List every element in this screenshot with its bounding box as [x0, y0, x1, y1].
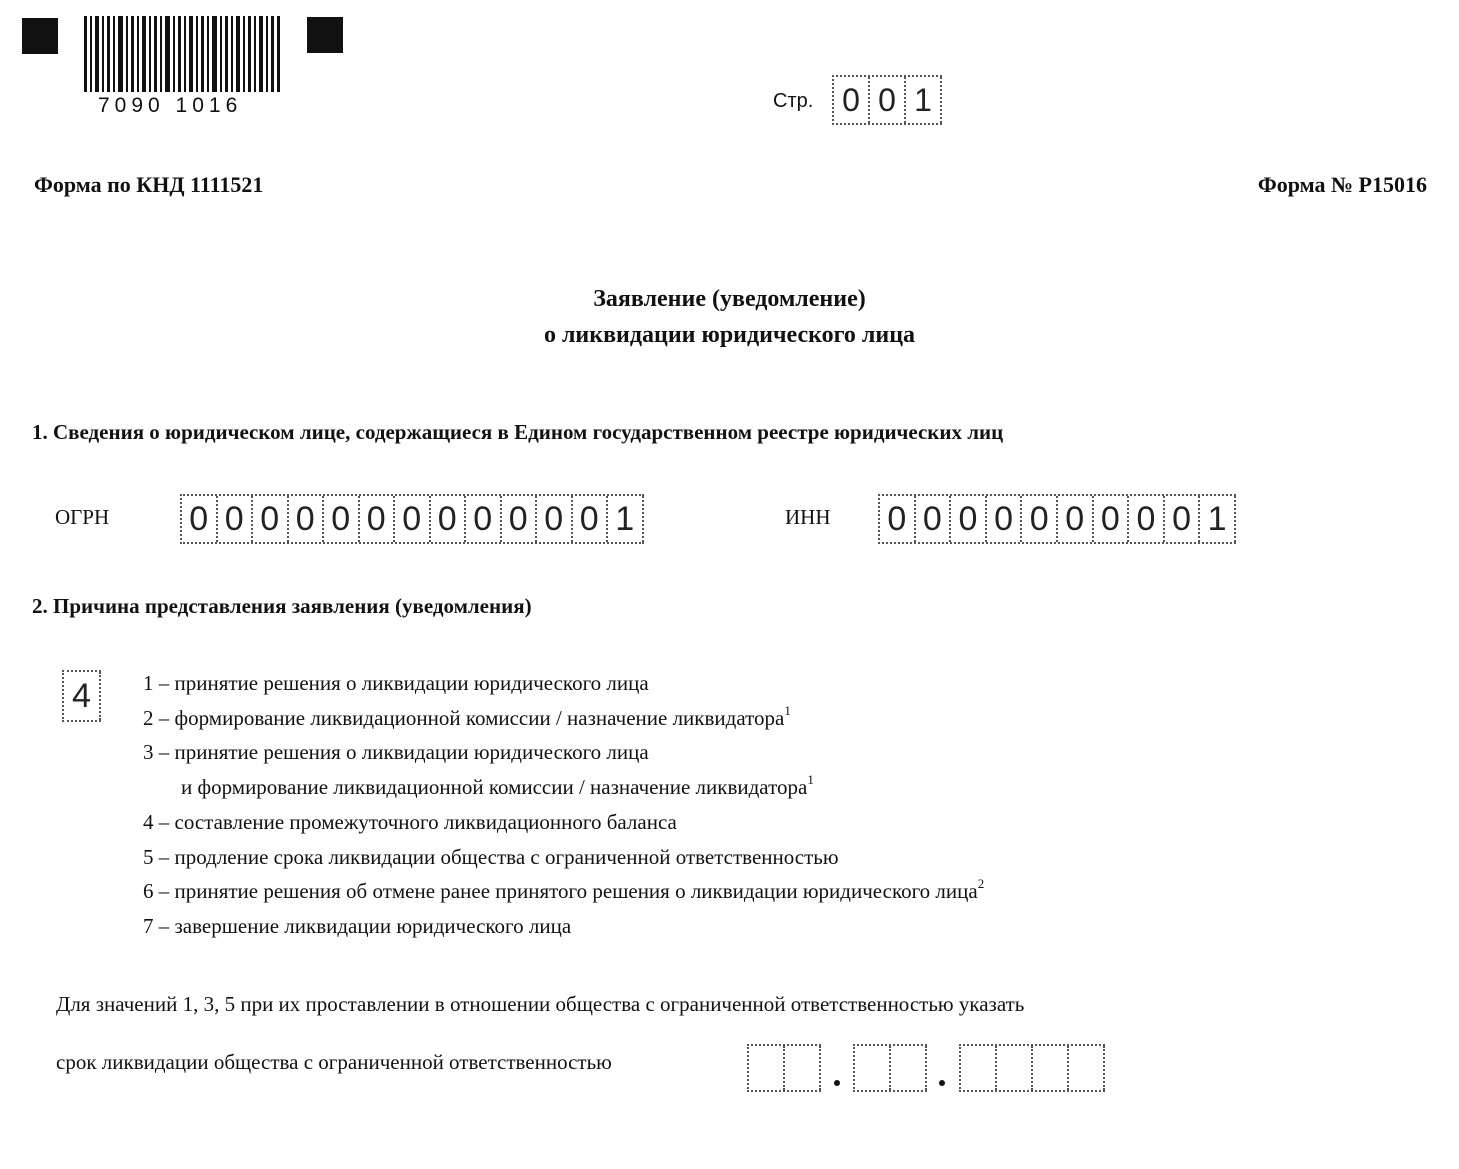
inn-digit[interactable]: 0 — [1094, 496, 1130, 542]
ogrn-digit[interactable]: 0 — [324, 496, 360, 542]
page-digit[interactable]: 0 — [870, 77, 906, 123]
document-title-line1: Заявление (уведомление) — [593, 286, 866, 312]
inn-digit[interactable]: 0 — [1058, 496, 1094, 542]
inn-digit[interactable]: 0 — [951, 496, 987, 542]
ogrn-label: ОГРН — [55, 505, 110, 529]
list-item: 5 – продление срока ликвидации общества с ограниченной ответственностью — [143, 844, 839, 869]
reason-code-digit[interactable]: 4 — [64, 672, 101, 720]
barcode-icon — [84, 16, 280, 92]
date-separator-dot — [834, 1080, 840, 1086]
registration-marker-left — [22, 18, 58, 54]
inn-digit[interactable]: 0 — [916, 496, 952, 542]
list-item: 7 – завершение ликвидации юридического лица — [143, 913, 572, 938]
document-title-line2: о ликвидации юридического лица — [543, 322, 916, 348]
date-month-digit[interactable] — [891, 1046, 927, 1090]
inn-digit[interactable]: 0 — [880, 496, 916, 542]
list-item: 6 – принятие решения об отмене ранее принятого решения о ликвидации юридического лица$^2$ — [143, 876, 985, 904]
liquidation-date-day[interactable] — [747, 1044, 821, 1092]
date-day-digit[interactable] — [749, 1046, 785, 1090]
inn-digit[interactable]: 0 — [1129, 496, 1165, 542]
ogrn-digit[interactable]: 0 — [218, 496, 254, 542]
liquidation-term-note-line1: Для значений 1, 3, 5 при их проставлении в отношении общества с ограниченной ответственностью указать — [56, 992, 1025, 1016]
inn-field[interactable] — [878, 494, 1236, 544]
inn-label: ИНН — [785, 505, 831, 529]
page-digit[interactable]: 1 — [906, 77, 942, 123]
section2-heading: 2. Причина представления заявления (уведомления) — [32, 594, 532, 618]
liquidation-date-year[interactable] — [959, 1044, 1105, 1092]
ogrn-digit[interactable]: 0 — [502, 496, 538, 542]
ogrn-digit[interactable]: 0 — [573, 496, 609, 542]
ogrn-digit[interactable]: 1 — [608, 496, 644, 542]
barcode-number: 7090 1016 — [98, 94, 243, 117]
page-digit[interactable]: 0 — [834, 77, 870, 123]
ogrn-digit[interactable]: 0 — [253, 496, 289, 542]
ogrn-digit[interactable]: 0 — [182, 496, 218, 542]
reason-options-list — [143, 666, 984, 944]
liquidation-term-note-line2: срок ликвидации общества с ограниченной ответственностью — [56, 1050, 612, 1074]
ogrn-field[interactable] — [180, 494, 644, 544]
date-year-digit[interactable] — [1069, 1046, 1105, 1090]
list-item: 1 – принятие решения о ликвидации юридического лица — [143, 671, 649, 695]
ogrn-digit[interactable]: 0 — [431, 496, 467, 542]
date-month-digit[interactable] — [855, 1046, 891, 1090]
list-item: 3 – принятие решения о ликвидации юридического лица — [143, 740, 649, 765]
list-item: и формирование ликвидационной комиссии / назначение ликвидатора$^1$ — [181, 772, 814, 800]
ogrn-digit[interactable]: 0 — [395, 496, 431, 542]
list-item: 2 – формирование ликвидационной комиссии / назначение ликвидатора$^1$ — [143, 702, 791, 730]
form-knd: Форма по КНД 1111521 — [34, 172, 264, 197]
ogrn-digit[interactable]: 0 — [537, 496, 573, 542]
liquidation-date-month[interactable] — [853, 1044, 927, 1092]
ogrn-digit[interactable]: 0 — [360, 496, 396, 542]
section1-heading: 1. Сведения о юридическом лице, содержащиеся в Едином государственном реестре юридических лиц — [32, 420, 1004, 444]
inn-digit[interactable]: 0 — [987, 496, 1023, 542]
page-number-field[interactable] — [832, 75, 942, 125]
date-day-digit[interactable] — [785, 1046, 821, 1090]
inn-digit[interactable]: 0 — [1165, 496, 1201, 542]
date-year-digit[interactable] — [1033, 1046, 1069, 1090]
inn-digit[interactable]: 1 — [1200, 496, 1236, 542]
form-number: Форма № Р15016 — [1257, 172, 1427, 197]
reason-code-field[interactable] — [62, 670, 101, 722]
date-year-digit[interactable] — [961, 1046, 997, 1090]
list-item: 4 – составление промежуточного ликвидационного баланса — [143, 809, 677, 834]
page-label: Стр. — [773, 90, 814, 112]
inn-digit[interactable]: 0 — [1022, 496, 1058, 542]
date-year-digit[interactable] — [997, 1046, 1033, 1090]
date-separator-dot — [939, 1080, 945, 1086]
ogrn-digit[interactable]: 0 — [289, 496, 325, 542]
ogrn-digit[interactable]: 0 — [466, 496, 502, 542]
registration-marker-right — [307, 17, 343, 53]
